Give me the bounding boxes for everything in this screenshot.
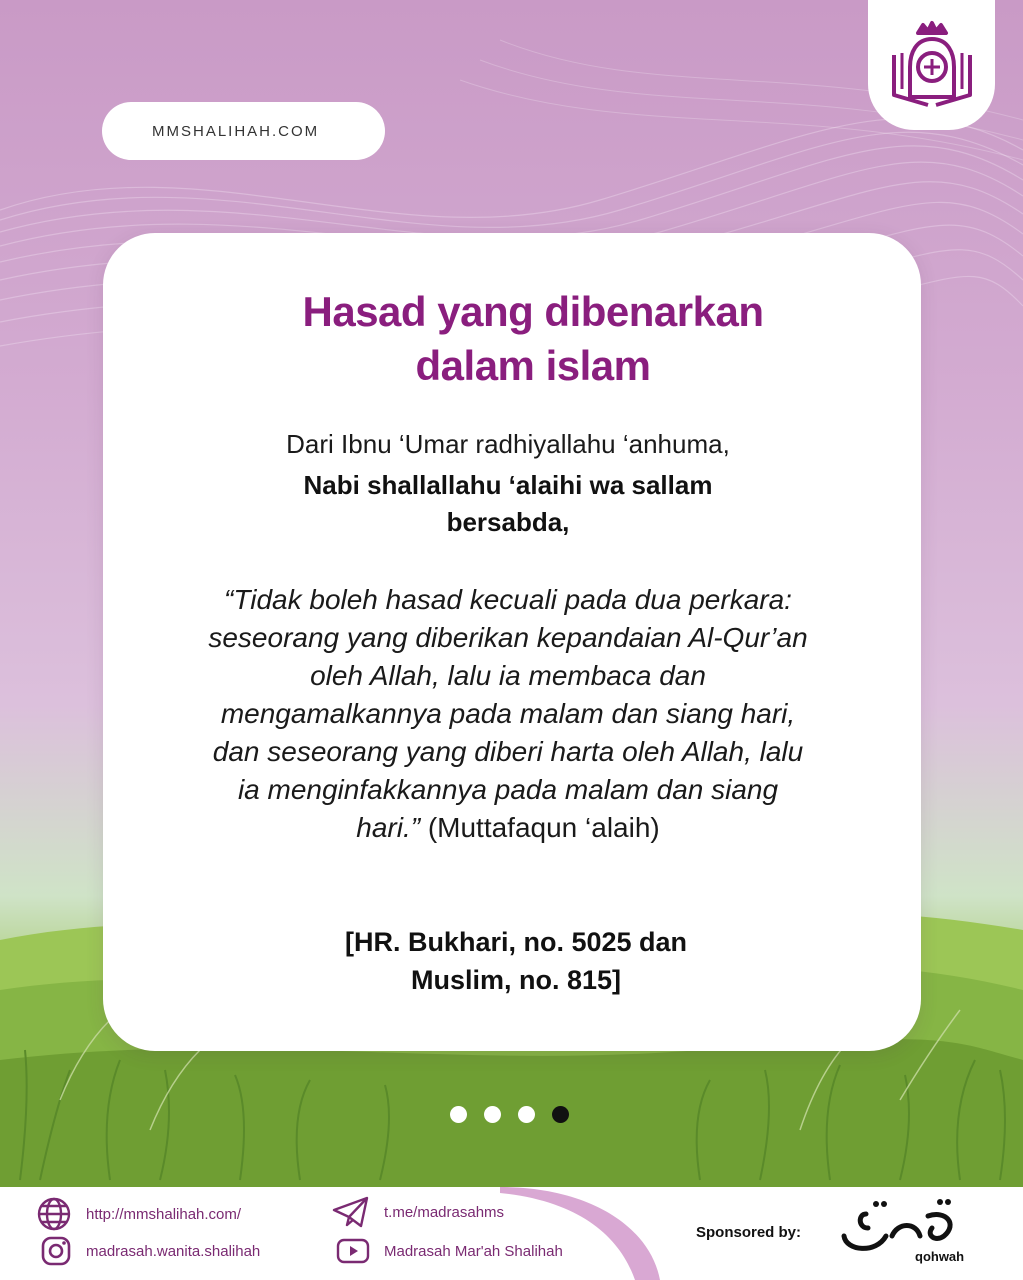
hadith-grading: (Muttafaqun ‘alaih) bbox=[427, 812, 660, 843]
narrator-line: Dari Ibnu ‘Umar radhiyallahu ‘anhuma, bbox=[286, 429, 730, 459]
post-title-line-1: Hasad yang dibenarkan bbox=[302, 288, 764, 335]
instagram-icon bbox=[40, 1235, 72, 1267]
hadith-reference-line-2: Muslim, no. 815] bbox=[410, 965, 622, 995]
pagination-dot[interactable] bbox=[484, 1106, 501, 1123]
brand-logo-badge bbox=[868, 0, 995, 130]
footer-instagram-link[interactable] bbox=[40, 1235, 260, 1267]
footer-youtube-link[interactable] bbox=[336, 1238, 563, 1264]
content-card bbox=[103, 233, 921, 1051]
site-url-pill[interactable] bbox=[102, 102, 385, 160]
footer-website-text: http://mmshalihah.com/ bbox=[86, 1205, 242, 1223]
sponsored-label: Sponsored by: bbox=[696, 1224, 802, 1241]
sponsor-name: qohwah bbox=[915, 1249, 965, 1264]
site-url-text: MMSHALIHAH.COM bbox=[152, 122, 320, 140]
madrasah-logo-icon bbox=[880, 17, 984, 113]
post-title bbox=[103, 285, 963, 393]
carousel-pagination bbox=[450, 1106, 569, 1123]
footer-telegram-text: t.me/madrasahms bbox=[384, 1203, 505, 1221]
hadith-reference bbox=[103, 923, 929, 999]
telegram-icon bbox=[332, 1196, 370, 1228]
footer-youtube-text: Madrasah Mar'ah Shalihah bbox=[384, 1242, 563, 1260]
hadith-quote bbox=[203, 581, 813, 847]
youtube-icon bbox=[336, 1238, 370, 1264]
hadith-reference-line-1: [HR. Bukhari, no. 5025 dan bbox=[344, 927, 688, 957]
post-title-line-2: dalam islam bbox=[415, 342, 651, 389]
speaker-line-1: Nabi shallallahu ‘alaihi wa sallam bbox=[303, 470, 713, 500]
speaker-line-2: bersabda, bbox=[446, 507, 570, 537]
hadith-quote-text: “Tidak boleh hasad kecuali pada dua perkara: seseorang yang diberikan kepandaian Al-Qur’an oleh Allah, lalu ia membaca dan mengamalkannya pada malam dan siang hari, dan seseorang yang diberi harta oleh Allah, lalu ia menginfakkannya pada malam dan siang hari.” bbox=[208, 584, 808, 843]
footer-accent-arc bbox=[500, 1187, 660, 1280]
footer-website-link[interactable] bbox=[36, 1196, 241, 1232]
footer-instagram-text: madrasah.wanita.shalihah bbox=[86, 1242, 261, 1260]
speaker-line bbox=[103, 467, 913, 541]
pagination-dot[interactable] bbox=[450, 1106, 467, 1123]
pagination-dot-active[interactable] bbox=[552, 1106, 569, 1123]
pagination-dot[interactable] bbox=[518, 1106, 535, 1123]
footer-telegram-link[interactable] bbox=[332, 1196, 504, 1228]
globe-icon bbox=[36, 1196, 72, 1232]
